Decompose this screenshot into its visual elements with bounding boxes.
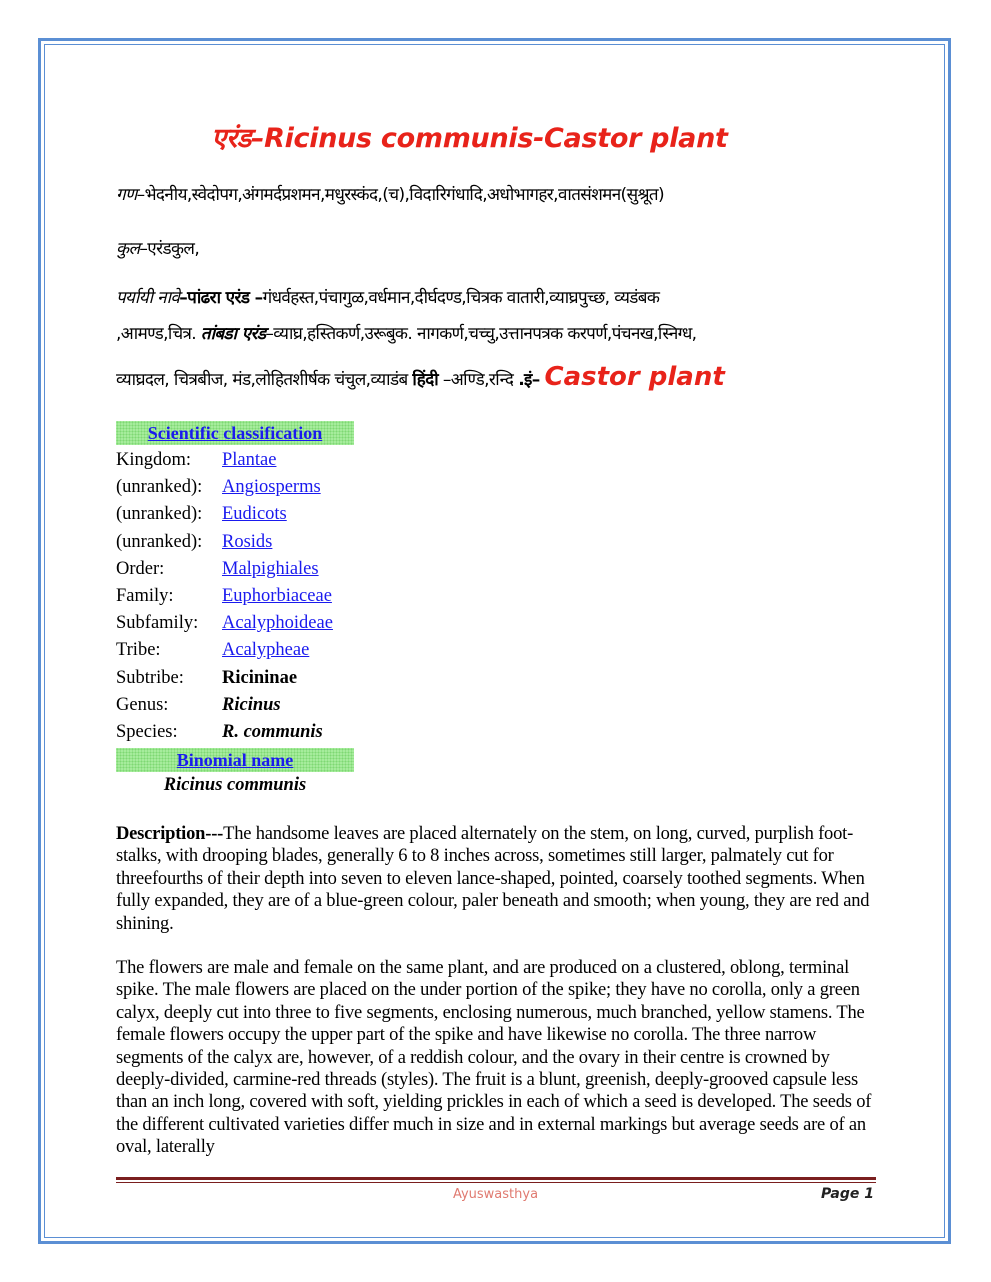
gana-line (116, 182, 664, 205)
classification-row (116, 475, 321, 499)
synonyms-line-1 (116, 285, 659, 308)
synonyms-line-3 (116, 362, 725, 392)
species-value: R. communis (222, 722, 323, 742)
binomial-header (116, 748, 354, 772)
kingdom-link[interactable]: Plantae (222, 450, 277, 470)
row-key: (unranked): (116, 532, 203, 552)
footer-rule-thick (116, 1177, 876, 1180)
row-key: Kingdom: (116, 450, 192, 470)
classification-row (116, 557, 319, 581)
row-key: Tribe: (116, 640, 161, 660)
family-link[interactable]: Euphorbiaceae (222, 586, 332, 606)
classification-row (116, 720, 323, 744)
description-paragraph-1 (116, 823, 876, 935)
eudicots-link[interactable]: Eudicots (222, 504, 287, 524)
kula-label: कुल (116, 239, 140, 259)
description-label: Description--- (116, 824, 224, 844)
kula-line (116, 236, 199, 259)
page-title: एरंड–Ricinus communis-Castor plant (211, 123, 728, 154)
white-castor-heading: –पांढरा एरंड – (179, 288, 263, 308)
row-key: Species: (116, 722, 178, 742)
classification-row (116, 638, 309, 662)
classification-header (116, 421, 354, 445)
row-key: Family: (116, 586, 174, 606)
binomial-value: Ricinus communis (163, 775, 307, 795)
description-text-1: The handsome leaves are placed alternately on the stem, on long, curved, purplish foot-stalks, with drooping blades, generally 6 to 8 inches across, sometimes still larger, palmately cut for threefourths of their depth into seven to eleven lance-shaped, pointed, coarsely toothed segments. When fully expanded, they are of a blue-green colour, paler beneath and smooth; when young, they are red and shining. (116, 824, 870, 934)
classification-header-link[interactable]: Scientific classification (147, 423, 323, 443)
kula-text: –एरंडकुल, (139, 239, 200, 259)
footer-rule-thin (116, 1182, 876, 1183)
hindi-names: –अण्डि,रन्दि (442, 370, 514, 390)
footer-site-name: Ayuswasthya (452, 1187, 539, 1202)
classification-row (116, 448, 276, 472)
classification-row (116, 611, 333, 635)
row-key: Subfamily: (116, 613, 199, 633)
synonyms-line-2 (116, 321, 696, 344)
hindi-label: हिंदी (412, 370, 439, 390)
english-name: Castor plant (544, 362, 725, 392)
classification-row (116, 502, 287, 526)
row-key: Genus: (116, 695, 169, 715)
rosids-link[interactable]: Rosids (222, 532, 273, 552)
white-castor-synonyms: गंधर्वहस्त,पंचागुळ,वर्धमान,दीर्घदण्ड,चित्रक वातारी,व्याघ्रपुच्छ, व्यडंबक (262, 288, 660, 308)
gana-label: गण (116, 185, 137, 205)
red-castor-heading: तांबडा एरंड (200, 324, 266, 344)
classification-row (116, 666, 297, 690)
classification-row (116, 693, 281, 717)
description-text-2: The flowers are male and female on the same plant, and are produced on a clustered, oblong, terminal spike. The male flowers are placed on the under portion of the spike; they have no corolla, only a green calyx, deeply cut into three to five segments, enclosing numerous, much branched, yellow stamens. The female flowers occupy the upper part of the spike and have likewise no corolla. The three narrow segments of the calyx are, however, of a reddish colour, and the ovary in their centre is crowned by deeply-divided, carmine-red threads (styles). The fruit is a blunt, greenish, deeply-grooved capsule less than an inch long, covered with soft, yielding prickles in each of which a seed is developed. The seeds of the different cultivated varieties differ much in size and in external markings but average seeds are of an oval, laterally (116, 958, 872, 1158)
subfamily-link[interactable]: Acalyphoideae (222, 613, 333, 633)
binomial-header-link[interactable]: Binomial name (176, 750, 294, 770)
tribe-link[interactable]: Acalypheae (222, 640, 310, 660)
synonyms-line3-text: व्याघ्रदल, चित्रबीज, मंड,लोहितशीर्षक चंचुल,व्याडंब (116, 370, 408, 390)
row-key: (unranked): (116, 504, 203, 524)
description-paragraph-2 (116, 957, 876, 1159)
subtribe-value: Ricininae (222, 668, 298, 688)
row-key: Subtribe: (116, 668, 184, 688)
row-key: Order: (116, 559, 165, 579)
classification-row (116, 530, 272, 554)
genus-value: Ricinus (222, 695, 281, 715)
order-link[interactable]: Malpighiales (222, 559, 319, 579)
synonyms-line2-text: ,आमण्ड,चित्र. (116, 324, 197, 344)
gana-text: –भेदनीय,स्वेदोपग,अंगमर्दप्रशमन,मधुरस्कंद,(च),विदारिगंधादि,अधोभागहर,वातसंशमन(सुश्रूत) (136, 185, 665, 205)
footer-page-number: Page 1 (821, 1186, 874, 1202)
synonyms-label: पर्यायी नावे (116, 288, 180, 308)
classification-row (116, 584, 332, 608)
row-key: (unranked): (116, 477, 203, 497)
red-castor-synonyms: –व्याघ्र,हस्तिकर्ण,उरूबुक. नागकर्ण,चच्चु,उत्तानपत्रक करपर्ण,पंचनख,स्निग्ध, (265, 324, 697, 344)
angiosperms-link[interactable]: Angiosperms (222, 477, 321, 497)
english-label: .इं– (518, 370, 540, 390)
